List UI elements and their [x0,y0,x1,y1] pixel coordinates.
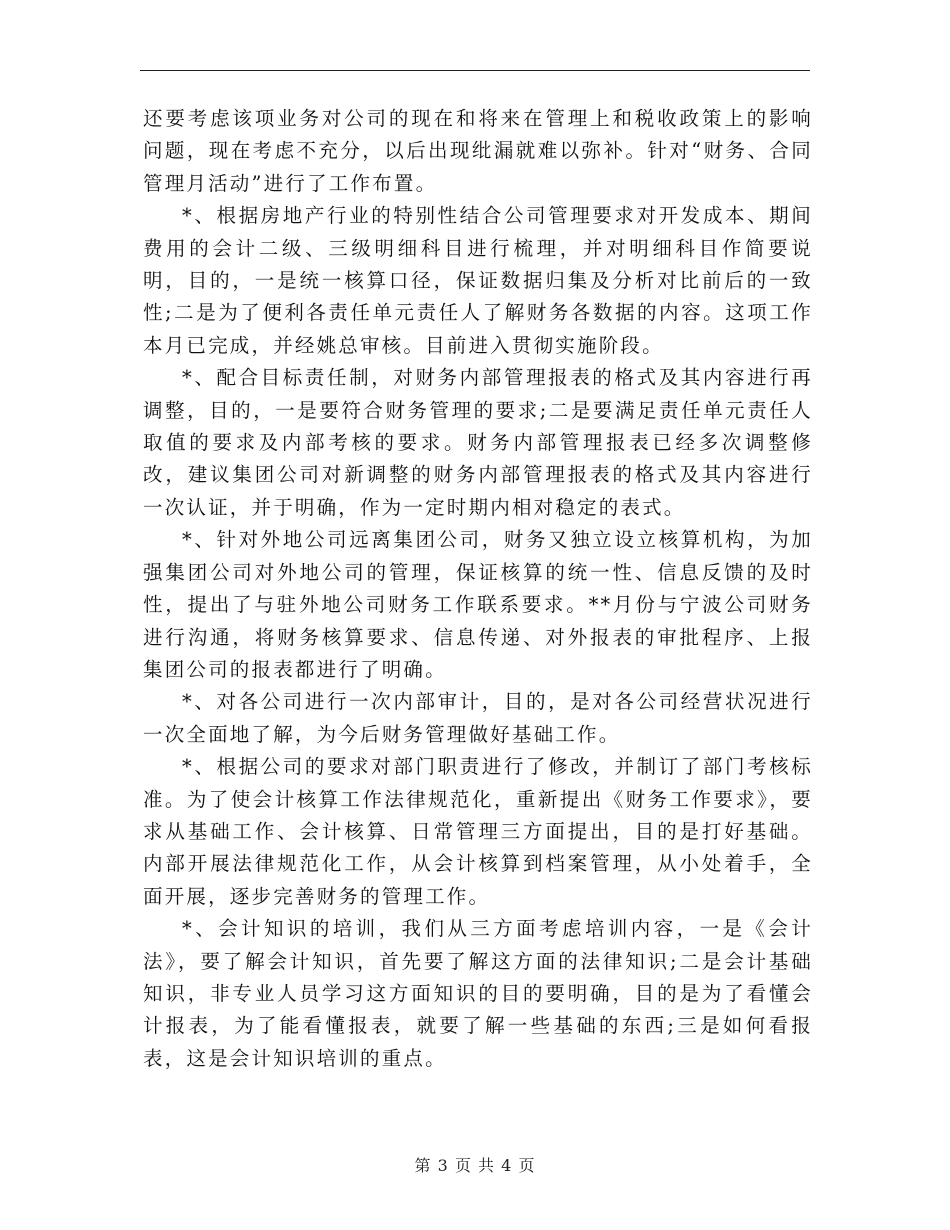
paragraph-management-reports: *、配合目标责任制，对财务内部管理报表的格式及其内容进行再调整，目的，一是要符合财务管理的要求;二是要满足责任单元责任人取值的要求及内部考核的要求。财务内部管理报表已经多次调整修改，建议集团公司对新调整的财务内部管理报表的格式及其内容进行一次认证，并于明确，作为一定时期内相对稳定的表式。 [143,366,813,519]
paragraph-internal-audit: *、对各公司进行一次内部审计，目的，是对各公司经营状况进行一次全面地了解，为今后财务管理做好基础工作。 [143,690,813,746]
footer-prefix: 第 [414,1156,432,1175]
paragraph-branch-companies: *、针对外地公司远离集团公司，财务又独立设立核算机构，为加强集团公司对外地公司的管理，保证核算的统一性、信息反馈的及时性，提出了与驻外地公司财务工作联系要求。**月份与宁波公司财务进行沟通，将财务核算要求、信息传递、对外报表的审批程序、上报集团公司的报表都进行了明确。 [143,528,813,681]
footer-suffix: 页 [518,1156,536,1175]
page-footer [0,1153,950,1176]
paragraph-accounting-training: *、会计知识的培训，我们从三方面考虑培训内容，一是《会计法》，要了解会计知识，首先要了解这方面的法律知识;二是会计基础知识，非专业人员学习这方面知识的目的要明确，目的是为了看懂会计报表，为了能看懂报表，就要了解一些基础的东西;三是如何看报表，这是会计知识培训的重点。 [143,917,813,1070]
header-rule [140,70,810,71]
footer-total-pages: 4 [501,1156,513,1175]
paragraph-cost-accounts: *、根据房地产行业的特别性结合公司管理要求对开发成本、期间费用的会计二级、三级明细科目进行梳理，并对明细科目作简要说明，目的，一是统一核算口径，保证数据归集及分析对比前后的一致性;二是为了便利各责任单元责任人了解财务各数据的内容。这项工作本月已完成，并经姚总审核。目前进入贯彻实施阶段。 [143,204,813,357]
footer-total-word: 共 [478,1156,496,1175]
footer-current-page: 3 [437,1156,449,1175]
paragraph-department-duties: *、根据公司的要求对部门职责进行了修改，并制订了部门考核标准。为了使会计核算工作法律规范化，重新提出《财务工作要求》，要求从基础工作、会计核算、日常管理三方面提出，目的是打好基础。内部开展法律规范化工作，从会计核算到档案管理，从小处着手，全面开展，逐步完善财务的管理工作。 [143,755,813,908]
footer-page-word: 页 [454,1156,472,1175]
document-body [143,103,813,1075]
paragraph-continuation: 还要考虑该项业务对公司的现在和将来在管理上和税收政策上的影响问题，现在考虑不充分，以后出现纰漏就难以弥补。针对“财务、合同管理月活动”进行了工作布置。 [143,107,813,195]
